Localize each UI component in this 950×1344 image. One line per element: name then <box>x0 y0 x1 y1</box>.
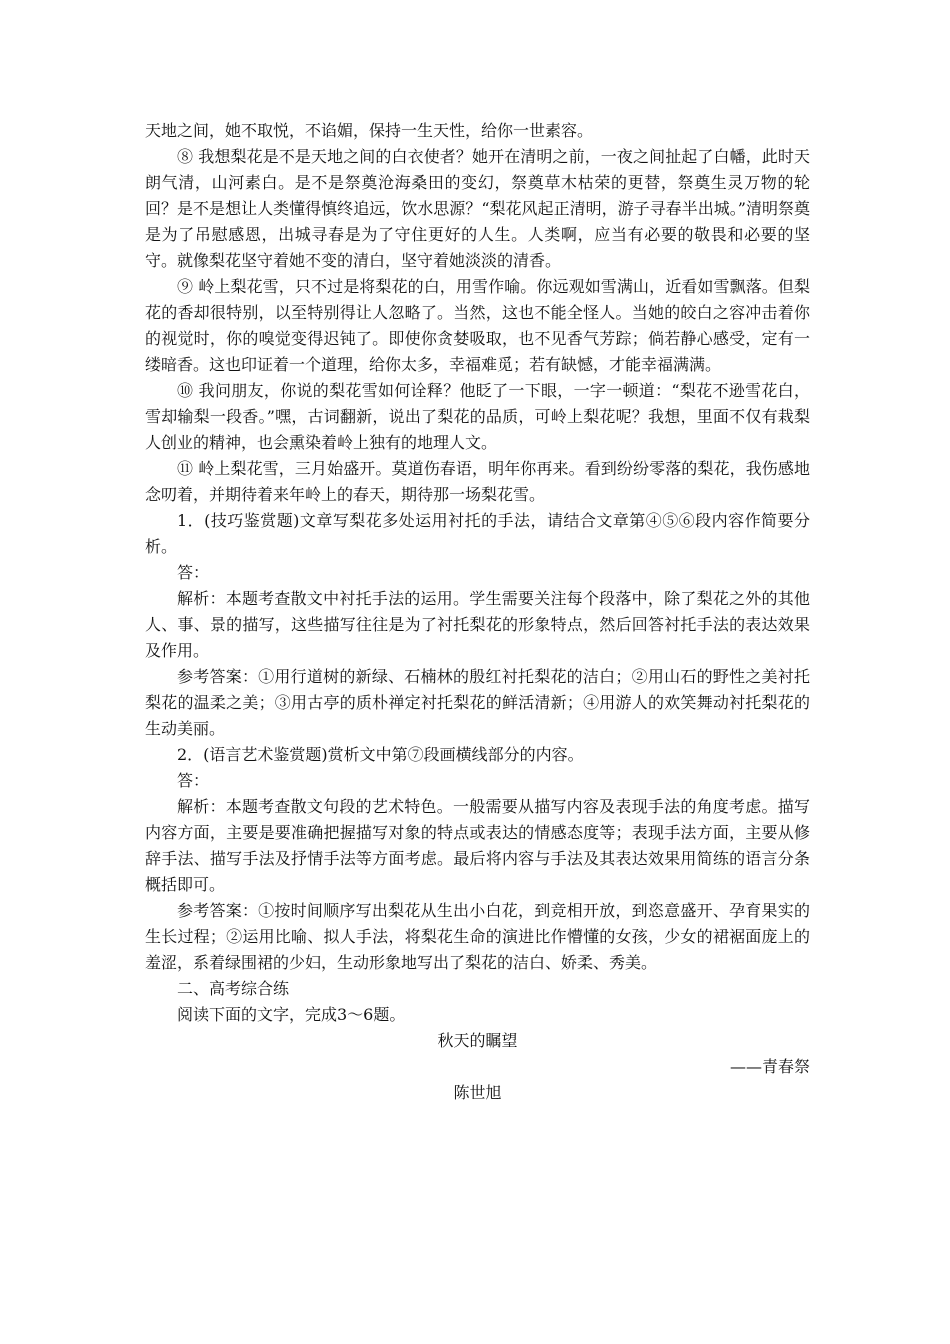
answer-label-2: 答： <box>177 771 210 790</box>
reading-instruction: 阅读下面的文字，完成3～6题。 <box>177 1005 406 1024</box>
analysis-2: 解析：本题考查散文句段的艺术特色。一般需要从描写内容及表现手法的角度考虑。描写内容方面，主要是要准确把握描写对象的特点或表达的情感态度等；表现手法方面，主要从修辞手法、描写手法及抒情手法等方面考虑。最后将内容与手法及其表达效果用简练的语言分条概括即可。 <box>145 797 810 894</box>
question-2: 2．(语言艺术鉴赏题)赏析文中第⑦段画横线部分的内容。 <box>177 745 584 764</box>
reference-answer-2: 参考答案：①按时间顺序写出梨花从生出小白花，到竞相开放，到恣意盛开、孕育果实的生长过程；②运用比喻、拟人手法，将梨花生命的演进比作懵懂的女孩，少女的裙裾面庞上的羞涩，系着绿围裙的少妇，生动形象地写出了梨花的洁白、娇柔、秀美。 <box>145 901 810 972</box>
section-heading: 二、高考综合练 <box>177 979 290 998</box>
paragraph-9: ⑨ 岭上梨花雪，只不过是将梨花的白，用雪作喻。你远观如雪满山，近看如雪飘落。但梨花的香却很特别，以至特别得让人忽略了。当然，这也不能全怪人。当她的皎白之容冲击着你的视觉时，你的嗅觉变得迟钝了。即使你贪婪吸取，也不见香气芳踪；倘若静心感受，定有一缕暗香。这也印证着一个道理，给你太多，幸福难觅；若有缺憾，才能幸福满满。 <box>145 277 810 374</box>
article-author: 陈世旭 <box>453 1083 502 1102</box>
question-1: 1．(技巧鉴赏题)文章写梨花多处运用衬托的手法，请结合文章第④⑤⑥段内容作简要分析。 <box>145 511 810 556</box>
paragraph-11: ⑪ 岭上梨花雪，三月始盛开。莫道伤春语，明年你再来。看到纷纷零落的梨花，我伤感地念叨着，并期待着来年岭上的春天，期待那一场梨花雪。 <box>145 459 810 504</box>
paragraph-continued: 天地之间，她不取悦，不谄媚，保持一生天性，给你一世素容。 <box>145 121 594 140</box>
paragraph-8: ⑧ 我想梨花是不是天地之间的白衣使者？她开在清明之前，一夜之间扯起了白幡，此时天朗气清，山河素白。是不是祭奠沧海桑田的变幻，祭奠草木枯荣的更替，祭奠生灵万物的轮回？是不是想让人类懂得慎终追远，饮水思源？“梨花风起正清明，游子寻春半出城。”清明祭奠是为了吊慰感恩，出城寻春是为了守住更好的人生。人类啊，应当有必要的敬畏和必要的坚守。就像梨花坚守着她不变的清白，坚守着她淡淡的清香。 <box>145 147 810 270</box>
analysis-1: 解析：本题考查散文中衬托手法的运用。学生需要关注每个段落中，除了梨花之外的其他人、事、景的描写，这些描写往往是为了衬托梨花的形象特点，然后回答衬托手法的表达效果及作用。 <box>145 589 810 660</box>
article-title: 秋天的瞩望 <box>437 1031 518 1050</box>
paragraph-10: ⑩ 我问朋友，你说的梨花雪如何诠释？他眨了一下眼，一字一顿道：“梨花不逊雪花白，雪却输梨一段香。”嘿，古词翻新，说出了梨花的品质，可岭上梨花呢？我想，里面不仅有栽梨人创业的精神，也会熏染着岭上独有的地理人文。 <box>145 381 810 452</box>
document-page <box>145 118 810 1106</box>
reference-answer-1: 参考答案：①用行道树的新绿、石楠林的殷红衬托梨花的洁白；②用山石的野性之美衬托梨花的温柔之美；③用古亭的质朴禅定衬托梨花的鲜活清新；④用游人的欢笑舞动衬托梨花的生动美丽。 <box>145 667 810 738</box>
article-subtitle: ——青春祭 <box>729 1057 810 1076</box>
answer-label-1: 答： <box>177 563 210 582</box>
